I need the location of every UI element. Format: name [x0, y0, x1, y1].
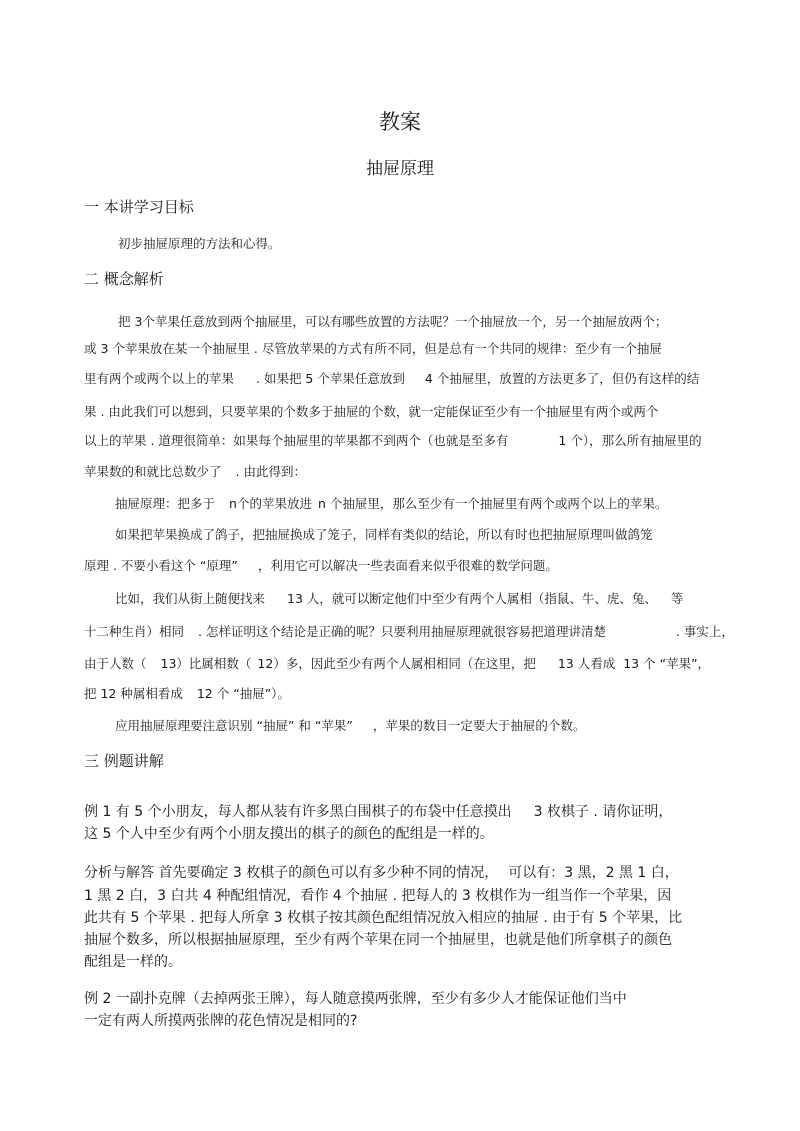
- section-heading-goals: 一 本讲学习目标: [84, 198, 194, 216]
- paragraph-line: [84, 684, 290, 702]
- example-1-line: [84, 801, 672, 821]
- text-run: n个的苹果放进: [229, 496, 312, 511]
- text-run: 1 个），那么所有抽屉里的: [558, 433, 702, 448]
- example-1-line: 这 5 个人中至少有两个小朋友摸出的棋子的颜色的配组是一样的。: [84, 826, 494, 842]
- text-run: 比如，我们从街上随便找来: [115, 591, 266, 606]
- paragraph-line: [84, 369, 699, 387]
- text-run: 把 12 种属相看成: [84, 686, 183, 701]
- example-2-line: 例 2 一副扑克牌（去掉两张王牌），每人随意摸两张牌，至少有多少人才能保证他们当中: [84, 991, 627, 1007]
- page-title: 教案: [379, 110, 421, 134]
- analysis-line: 配组是一样的。: [84, 954, 182, 970]
- paragraph-line: [115, 716, 585, 734]
- section-heading-concepts: 二 概念解析: [84, 270, 164, 288]
- text-run: 12 个 “抽屉”）。: [196, 686, 290, 701]
- paragraph-line: [84, 622, 734, 640]
- analysis-line: [84, 862, 679, 882]
- page-subtitle: 抽屉原理: [366, 159, 434, 179]
- text-run: . 由此得到：: [235, 464, 306, 479]
- principle-statement: [115, 494, 667, 512]
- text-run: 可以有：3 黑，2 黑 1 白，: [508, 865, 679, 881]
- text-run: . 如果把 5 个苹果任意放到: [256, 371, 405, 386]
- paragraph-line: [84, 556, 558, 574]
- text-run: 13 人，就可以断定他们中至少有两个人属相（指鼠、牛、虎、兔、: [287, 591, 657, 606]
- paragraph-line: [84, 654, 710, 672]
- text-run: 例 1 有 5 个小朋友，每人都从装有许多黑白围棋子的布袋中任意摸出: [84, 804, 512, 820]
- text-run: 应用抽屉原理要注意识别 “抽屉” 和 “苹果”: [115, 718, 353, 733]
- paragraph-line: 果 . 由此我们可以想到，只要苹果的个数多于抽屉的个数，就一定能保证至少有一个抽屉里有两个或两个: [84, 404, 659, 419]
- text-run: 13 个 “苹果”，: [623, 656, 711, 671]
- text-run: 4 个抽屉里，放置的方法更多了，但仍有这样的结: [424, 371, 700, 386]
- text-run: 分析与解答 首先要确定 3 枚棋子的颜色可以有多少种不同的情况，: [84, 865, 499, 881]
- analysis-line: 抽屉个数多，所以根据抽屉原理，至少有两个苹果在同一个抽屉里，也就是他们所拿棋子的颜色: [84, 932, 672, 948]
- text-run: 十二种生肖）相同: [84, 624, 185, 639]
- text-run: 苹果数的和就比总数少了: [84, 464, 222, 479]
- section-heading-examples: 三 例题讲解: [84, 752, 164, 770]
- text-run: 以上的苹果 . 道理很简单：如果每个抽屉里的苹果都不到两个（也就是至多有: [84, 433, 509, 448]
- text-run: n 个抽屉里，那么至少有一个抽屉里有两个或两个以上的苹果。: [317, 496, 668, 511]
- text-run: 12）多，因此至少有两个人属相相同（在这里，把: [257, 656, 536, 671]
- text-run: 抽屉原理：把多于: [115, 496, 216, 511]
- paragraph-line: 或 3 个苹果放在某一个抽屉里 . 尽管放苹果的方式有所不同，但是总有一个共同的规律：至少有一个抽屉: [84, 341, 662, 356]
- text-run: ，苹果的数目一定要大于抽屉的个数。: [372, 718, 586, 733]
- text-run: 13）比属相数（: [160, 656, 252, 671]
- analysis-line: 此共有 5 个苹果 . 把每人所拿 3 枚棋子按其颜色配组情况放入相应的抽屉 . 由于有 5 个苹果，比: [84, 910, 683, 926]
- text-run: 由于人数（: [84, 656, 147, 671]
- text-run: 3 枚棋子 . 请你证明，: [533, 804, 673, 820]
- paragraph-line: [84, 462, 306, 480]
- text-run: 里有两个或两个以上的苹果: [84, 371, 235, 386]
- text-run: 等: [670, 591, 684, 606]
- text-run: 13 人看成: [557, 656, 616, 671]
- paragraph-line: [115, 589, 683, 607]
- analysis-line: 1 黑 2 白，3 白共 4 种配组情况，看作 4 个抽屉 . 把每人的 3 枚棋作为一组当作一个苹果，因: [84, 888, 672, 904]
- text-run: 原理 . 不要小看这个 “原理”: [84, 558, 238, 573]
- text-run: . 怎样证明这个结论是正确的呢？只要利用抽屉原理就很容易把道理讲清楚: [198, 624, 606, 639]
- text-run: ，利用它可以解决一些表面看来似乎很难的数学问题。: [257, 558, 558, 573]
- paragraph-line: [84, 431, 702, 449]
- text-run: . 事实上，: [675, 624, 734, 639]
- example-2-line: 一定有两人所摸两张牌的花色情况是相同的?: [84, 1013, 358, 1029]
- paragraph-line: 如果把苹果换成了鸽子，把抽屉换成了笼子，同样有类似的结论，所以有时也把抽屉原理叫做鸽笼: [115, 527, 653, 542]
- goals-text: 初步抽屉原理的方法和心得。: [118, 236, 281, 251]
- paragraph-line: 把 3个苹果任意放到两个抽屉里，可以有哪些放置的方法呢？一个抽屉放一个，另一个抽屉放两个；: [118, 314, 668, 329]
